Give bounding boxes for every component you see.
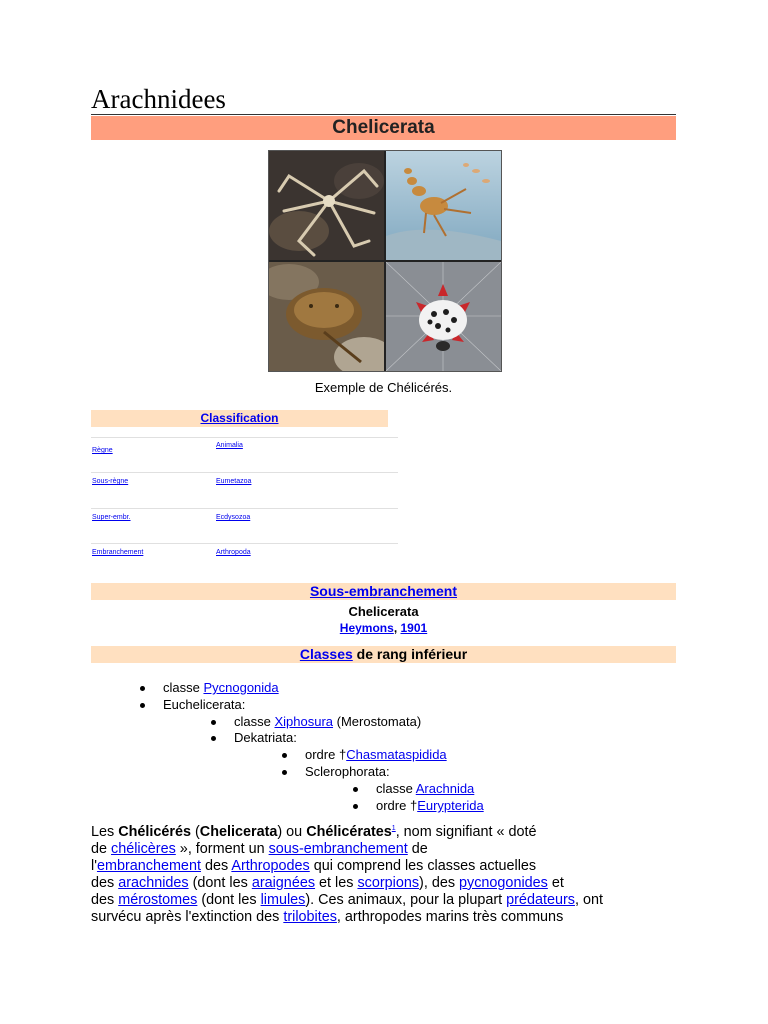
footnote-ref-link[interactable]: 1 (391, 825, 396, 832)
subphylum-link[interactable]: Sous-embranchement (309, 583, 458, 599)
text: , arthropodes marins très communs (336, 908, 564, 925)
text: (dont les (188, 874, 252, 891)
sous-embranchement-link[interactable]: sous-embranchement (268, 840, 408, 857)
text: (dont les (197, 891, 261, 908)
rank-sous-regne-link[interactable]: Sous-règne (92, 478, 129, 485)
text: », forment un (175, 840, 269, 857)
classification-header (91, 410, 388, 427)
text: ), des (419, 874, 460, 891)
tree-item-prefix: classe (376, 781, 416, 796)
rank-regne-link[interactable]: Règne (92, 447, 113, 454)
tree-item-pycnogonida (163, 679, 279, 696)
text: Les (91, 823, 119, 840)
intro-line (91, 909, 651, 926)
text: de (91, 840, 112, 857)
text: l' (91, 857, 97, 874)
classes-link[interactable]: Classes (299, 646, 353, 662)
text: des (91, 891, 119, 908)
intro-line (91, 841, 651, 858)
term-chelicerata: Chelicerata (199, 823, 278, 840)
value-arthropoda-link[interactable]: Arthropoda (216, 549, 251, 556)
authority-year-link[interactable]: 1901 (400, 621, 428, 635)
lower-ranks-header (91, 646, 676, 663)
tree-item-xiphosura (234, 713, 421, 730)
classification-divider (91, 543, 398, 545)
text: et (547, 874, 564, 891)
araignees-link[interactable]: araignées (251, 874, 316, 891)
sea-spider-photo (269, 151, 384, 260)
chelicerata-photo-mosaic[interactable] (268, 150, 502, 372)
taxobox-title: Chelicerata (91, 116, 676, 140)
taxon-authority (91, 620, 676, 636)
sea-scorpion-illustration (386, 151, 501, 260)
chasmataspidida-link[interactable]: Chasmataspidida (346, 747, 447, 762)
tree-item-suffix: (Merostomata) (333, 714, 422, 729)
pycnogonida-link[interactable]: Pycnogonida (203, 680, 279, 695)
tree-item-chasmataspidida (305, 746, 447, 763)
taxon-name: Chelicerata (348, 604, 419, 619)
classification-link[interactable]: Classification (200, 411, 279, 425)
image-caption: Exemple de Chélicérés. (314, 380, 453, 395)
rank-embranchement-link[interactable]: Embranchement (92, 549, 144, 556)
arthropodes-link[interactable]: Arthropodes (231, 857, 310, 874)
tree-item-arachnida (376, 780, 474, 797)
arachnida-link[interactable]: Arachnida (415, 781, 475, 796)
subphylum-header (91, 583, 676, 600)
intro-line (91, 875, 651, 892)
text: , ont (574, 891, 603, 908)
text: et les (315, 874, 358, 891)
merostomes-link[interactable]: mérostomes (118, 891, 198, 908)
term-chelicerates: Chélicérates (306, 823, 392, 840)
embranchement-link[interactable]: embranchement (96, 857, 201, 874)
classification-divider (91, 472, 398, 474)
intro-line (91, 892, 651, 909)
intro-line (91, 858, 651, 875)
cheliceres-link[interactable]: chélicères (111, 840, 176, 857)
tree-item-dekatriata: Dekatriata: (234, 730, 297, 745)
text: survécu après l'extinction des (91, 908, 284, 925)
lower-ranks-label: de rang inférieur (352, 646, 468, 662)
text: des (200, 857, 232, 874)
value-eumetazoa-link[interactable]: Eumetazoa (216, 478, 252, 485)
tree-item-sclerophorata: Sclerophorata: (305, 764, 390, 779)
limules-link[interactable]: limules (260, 891, 306, 908)
tree-item-prefix: ordre † (305, 747, 347, 762)
pycnogonides-link[interactable]: pycnogonides (459, 874, 548, 891)
predateurs-link[interactable]: prédateurs (506, 891, 575, 908)
rank-super-embr-link[interactable]: Super-embr. (92, 514, 131, 521)
tree-item-prefix: classe (163, 680, 204, 695)
text: de (407, 840, 428, 857)
text: , nom signifiant « doté (395, 823, 537, 840)
tree-item-eurypterida (376, 797, 484, 814)
tree-item-prefix: classe (234, 714, 275, 729)
classification-divider (91, 437, 398, 439)
xiphosura-link[interactable]: Xiphosura (274, 714, 334, 729)
intro-paragraph (91, 820, 651, 926)
value-ecdysozoa-link[interactable]: Ecdysozoa (216, 514, 251, 521)
value-animalia-link[interactable]: Animalia (216, 442, 243, 449)
text: ( (191, 823, 200, 840)
authority-heymons-link[interactable]: Heymons (339, 621, 394, 635)
text: des (91, 874, 119, 891)
text: ). Ces animaux, pour la plupart (305, 891, 507, 908)
term-cheliceres: Chélicérés (118, 823, 191, 840)
text: qui comprend les classes actuelles (309, 857, 537, 874)
scorpions-link[interactable]: scorpions (357, 874, 420, 891)
page-title: Arachnidees (91, 84, 676, 115)
intro-line (91, 820, 651, 841)
horseshoe-crab-photo (269, 262, 384, 371)
trilobites-link[interactable]: trilobites (283, 908, 337, 925)
eurypterida-link[interactable]: Eurypterida (417, 798, 484, 813)
arachnides-link[interactable]: arachnides (118, 874, 189, 891)
spiny-spider-photo (386, 262, 501, 371)
text: ) ou (277, 823, 307, 840)
authority-separator: , (393, 621, 401, 635)
tree-item-prefix: ordre † (376, 798, 418, 813)
tree-item-euchelicerata: Euchelicerata: (163, 697, 246, 712)
classification-divider (91, 508, 398, 510)
